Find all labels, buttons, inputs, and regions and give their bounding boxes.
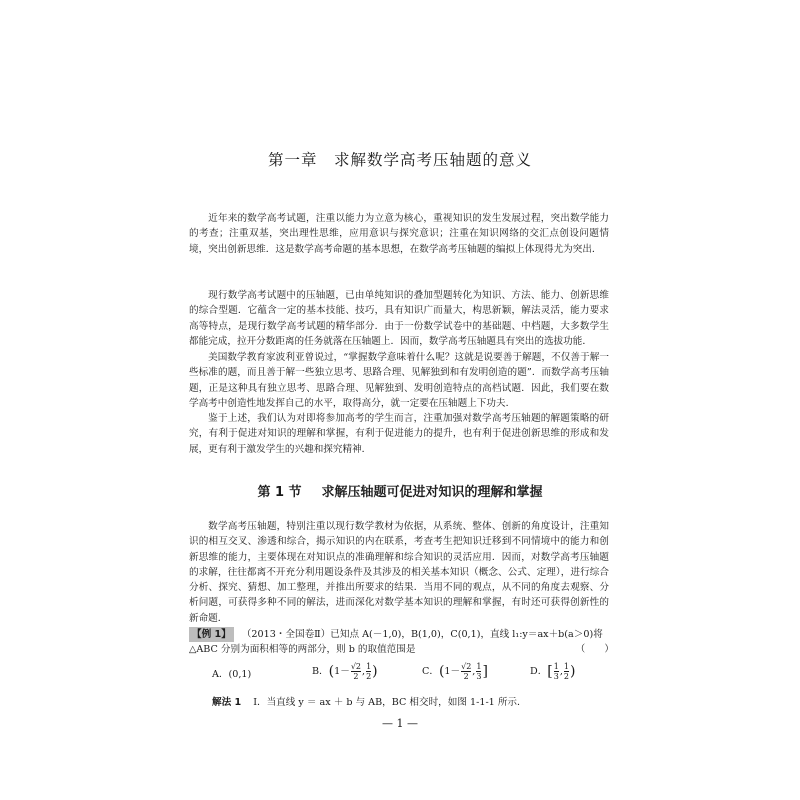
answer-options [212,662,612,686]
answer-blank: （ ） [575,644,614,655]
fraction: $\frac{1}{2}$ [366,662,372,681]
page-number: — 1 — [382,717,418,730]
example-stem-line-1 [189,627,614,642]
intro-paragraph-2: 现行数学高考试题中的压轴题，已由单纯知识的叠加型题转化为知识、方法、能力、创新思维的综合型题．它蕴含一定的基本技能、技巧，具有知识广而量大，构思新颖，解法灵活，能力要求高等特点，是现行数学高考试题的精华部分．由于一份数学试卷中的基础题、中档题，大多数学生都能完成，拉开分数距离的任务就落在压轴题上．因而，数学高考压轴题具有突出的选拔功能． [189,290,609,347]
section-title [0,481,800,500]
example-text-1: （2013・全国卷Ⅱ）已知点 A(－1,0)，B(1,0)，C(0,1)，直线 l₁:y＝ax＋b(a＞0)将 [241,629,603,640]
intro-paragraph-4: 鉴于上述，我们认为对即将参加高考的学生而言，注重加强对数学高考压轴题的解题策略的研究，有利于促进对知识的理解和掌握，有利于促进能力的提升，也有利于促进创新思维的形成和发展，更有利于激发学生的兴趣和探究精神． [189,413,609,455]
section-heading: 求解压轴题可促进对知识的理解和掌握 [321,485,543,500]
section-number: 第 1 节 [257,485,302,500]
intro-paragraph-3: 美国数学教育家波利亚曾说过，“掌握数学意味着什么呢？这就是说要善于解题，不仅善于解一些标准的题，而且善于解一些独立思考、思路合理、见解独到和有发明创造的题”．而数学高考压轴题，正是这种具有独立思考、思路合理、见解独到、发明创造特点的高档试题．因此，我们要在数学高考中创造性地发挥自己的水平，取得高分，就一定要在压轴题上下功夫． [189,352,609,409]
solution-line [212,694,527,708]
intro-paragraph-1: 近年来的数学高考试题，注重以能力为立意为核心，重视知识的发生发展过程，突出数学能力的考查；注重双基，突出理性思维，应用意识与探究意识；注重在知识网络的交汇点创设问题情境，突出创新思维．这是数学高考命题的基本思想，在数学高考压轴题的编拟上体现得尤为突出． [189,213,609,255]
solution-label: 解法 1 [212,697,242,708]
solution-text: Ⅰ．当直线 y ＝ ax ＋ b 与 AB，BC 相交时，如图 1-1-1 所示． [253,697,527,708]
fraction: $\frac{√2}{2}$ [461,662,472,681]
option-a: A．(0,1) [212,669,252,680]
example-tag: 【例 1】 [189,627,234,642]
fraction: $\frac{1}{3}$ [476,662,482,681]
option-d: D．[ $\frac{1}{3}$ , $\frac{1}{2}$ ) [530,662,576,681]
fraction: $\frac{√2}{2}$ [350,662,362,681]
example-text-2: △ABC 分别为面积相等的两部分，则 b 的取值范围是 [189,644,416,655]
example-stem-line-2 [189,642,614,657]
fraction: $\frac{1}{2}$ [563,662,570,681]
option-c: C．(1－ $\frac{√2}{2}$ , $\frac{1}{3}$ ] [422,662,488,681]
option-b: B．(1－ $\frac{√2}{2}$ , $\frac{1}{2}$ ) [312,662,378,681]
fraction: $\frac{1}{3}$ [553,662,559,681]
section-paragraph: 数学高考压轴题，特别注重以现行数学教材为依据，从系统、整体、创新的角度设计，注重知识的相互交叉、渗透和综合，揭示知识的内在联系，考查考生把知识迁移到不同情境中的能力和创新思维的能力，主要体现在对知识点的准确理解和综合知识的灵活应用．因而，对数学高考压轴题的求解，往往都离不开充分利用题设条件及其涉及的相关基本知识（概念、公式、定理），进行综合分析、探究、猜想、加工整理，并推出所要求的结果．当用不同的观点，从不同的角度去观察、分析问题，可获得多种不同的解法，进而深化对数学基本知识的理解和掌握，有时还可获得创新性的新命题． [189,521,609,624]
chapter-title: 第一章 求解数学高考压轴题的意义 [267,151,532,169]
